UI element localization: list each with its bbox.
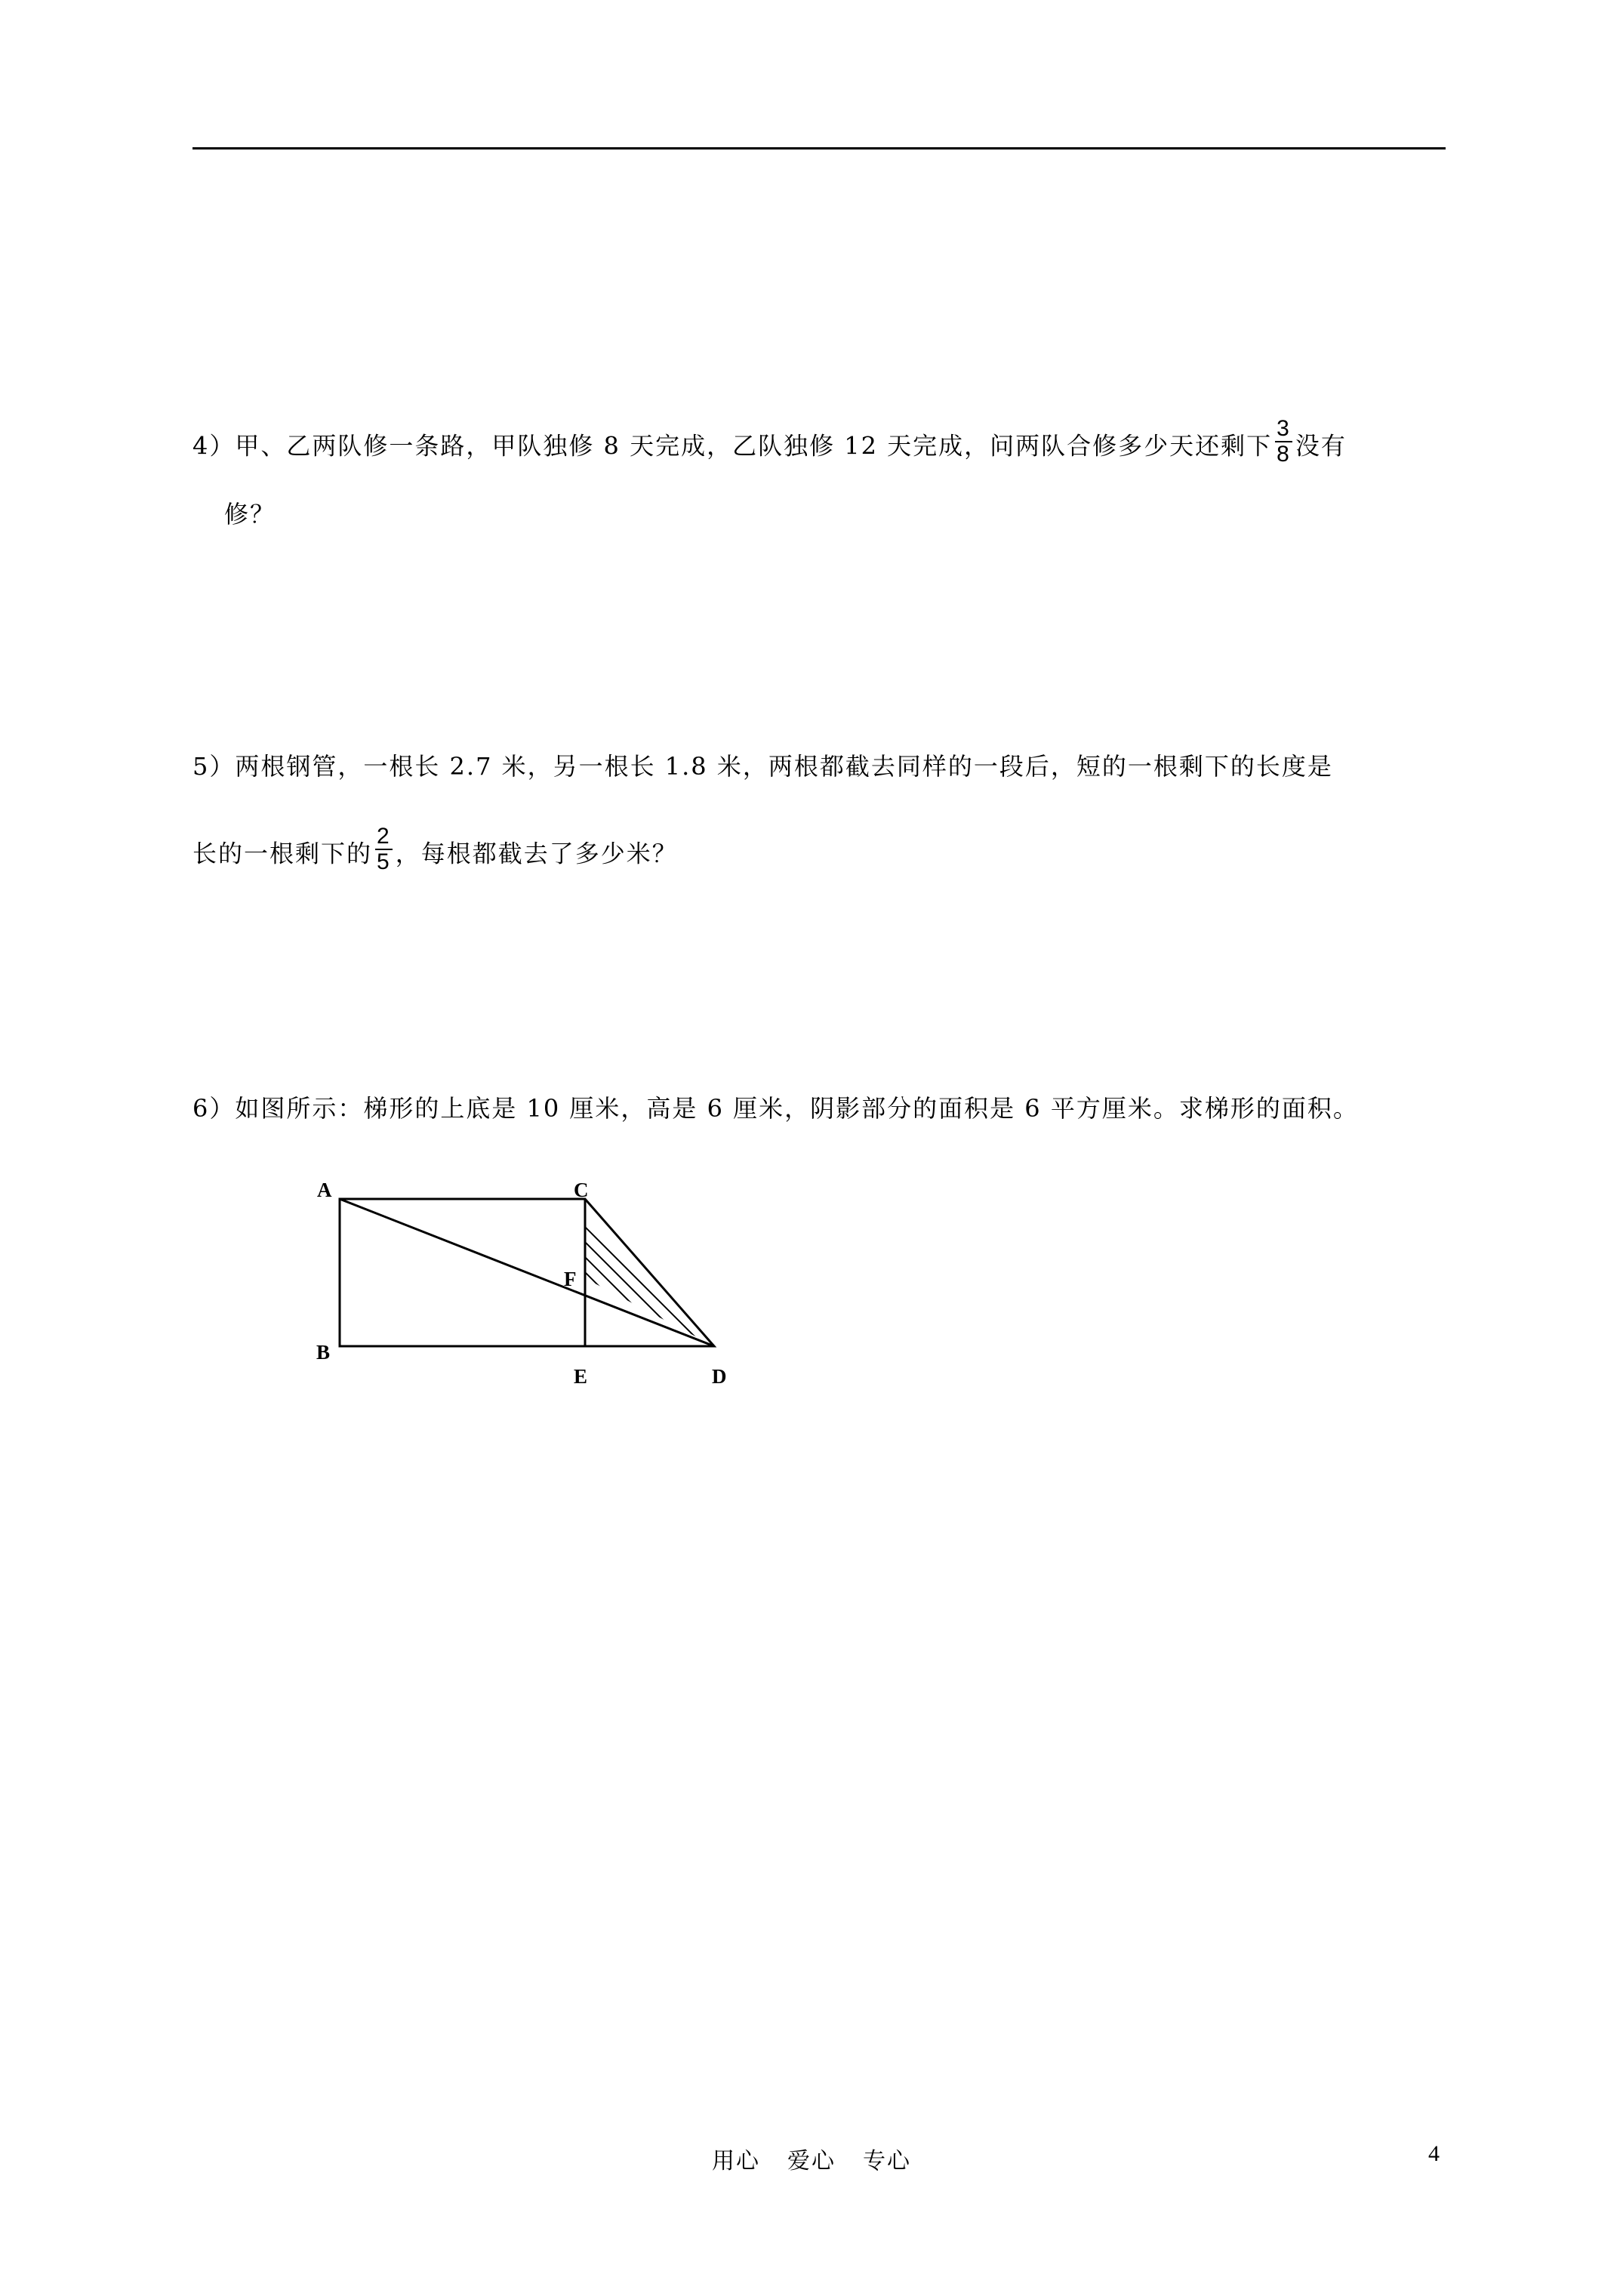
label-e: E [574, 1365, 588, 1388]
q4-frac-numerator: 3 [1277, 416, 1291, 441]
q4-frac-denominator: 8 [1277, 442, 1291, 467]
footer-item: 爱心 [787, 2148, 836, 2174]
q4-text-end: 没有 [1295, 431, 1347, 461]
q5-text: 长的一根剩下的 [192, 839, 373, 868]
q4-fraction [1275, 417, 1292, 467]
q5-line2 [192, 824, 678, 880]
label-c: C [574, 1179, 589, 1201]
label-f: F [564, 1268, 577, 1290]
shaded-region [306, 1174, 759, 1401]
q6-line1: 6）如图所示：梯形的上底是 10 厘米，高是 6 厘米，阴影部分的面积是 6 平方厘米。求梯形的面积。 [192, 1094, 1359, 1123]
footer [0, 2142, 1623, 2175]
q5-line1: 5）两根钢管，一根长 2.7 米，另一根长 1.8 米，两根都截去同样的一段后，短的一根剩下的长度是 [192, 752, 1333, 781]
q5-frac-numerator: 2 [377, 824, 391, 849]
footer-item: 专心 [863, 2148, 911, 2174]
trapezoid-figure [306, 1174, 759, 1401]
label-b: B [316, 1341, 331, 1364]
label-a: A [317, 1179, 332, 1201]
page-number: 4 [1428, 2141, 1440, 2166]
q4-line2: 修？ [224, 500, 276, 529]
label-d: D [712, 1365, 727, 1388]
footer-item: 用心 [712, 2148, 760, 2174]
q4-text: 4）甲、乙两队修一条路，甲队独修 8 天完成，乙队独修 12 天完成，问两队合修多少天还剩下 [192, 431, 1273, 461]
q4-line1 [192, 416, 1347, 473]
q5-text-end: ，每根都截去了多少米？ [395, 839, 678, 868]
diagonal-ad [340, 1199, 714, 1346]
q5-frac-denominator: 5 [377, 849, 391, 874]
header-rule [192, 147, 1446, 149]
q5-fraction [375, 824, 393, 874]
